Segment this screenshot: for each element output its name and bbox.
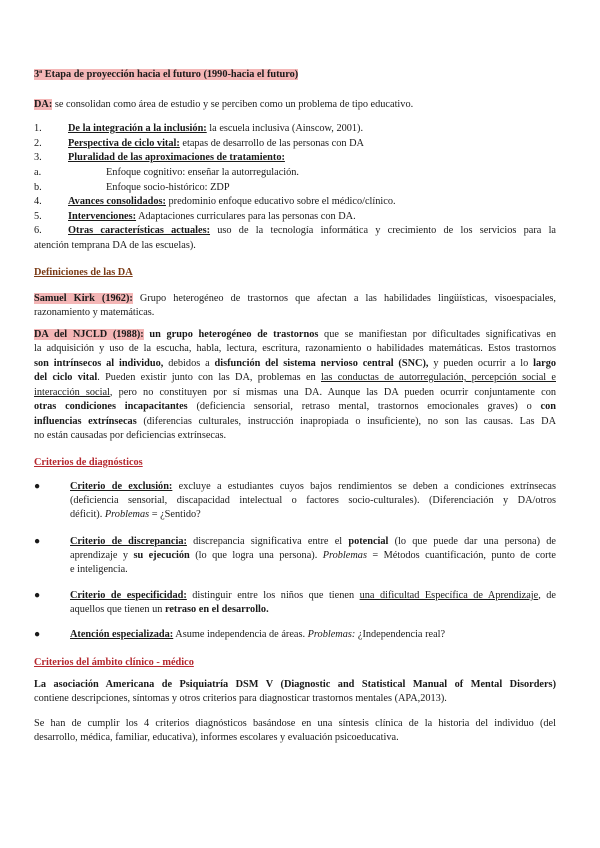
- njcld-line: influencias extrínsecas (diferencias culturales, instrucción inapropiada o insuficiente), no son las causas. Las DA: [34, 416, 557, 427]
- dsm-paragraph: La asociación Americana de Psiquiatría DSM V (Diagnostic and Statistical Manual of Mental Disorders): [34, 679, 556, 690]
- dsm-paragraph-cont: contiene descripciones, síntomas y otros criterios para diagnosticar trastornos mentales (APA,2013).: [34, 693, 447, 704]
- definitions-heading: Definiciones de las DA: [34, 267, 133, 278]
- criteria-heading: Criterios de diagnósticos: [34, 457, 143, 468]
- da-paragraph: DA: se consolidan como área de estudio y se perciben como un problema de tipo educativo.: [34, 99, 414, 110]
- njcld-definition: DA del NJCLD (1988): un grupo heterogéneo de trastornos que se manifiestan por dificultades significativas en: [34, 329, 557, 340]
- bullet-icon: ●: [34, 629, 41, 640]
- bullet-icon: ●: [34, 590, 41, 601]
- bullet-icon: ●: [34, 536, 41, 547]
- njcld-line: interacción social, pero no constituyen por sí mismas una DA. Aunque las DA pueden ocurrir conjuntamente con: [34, 387, 556, 398]
- njcld-line: otras condiciones incapacitantes (deficiencia sensorial, retraso mental, trastornos emocionales graves) o con: [34, 401, 556, 412]
- kirk-definition: Samuel Kirk (1962): Grupo heterogéneo de trastornos que afectan a las habilidades lingüísticas, visoespaciales,: [34, 293, 556, 304]
- criteria-paragraph-cont: desarrollo, médica, familiar, educativa), informes escolares y evaluación psicoeducativa.: [34, 732, 399, 743]
- njcld-line: del ciclo vital. Pueden existir junto con las DA, problemas en las conductas de autorregulación, percepción social e: [34, 372, 556, 383]
- njcld-line: no están causadas por deficiencias extrínsecas.: [34, 430, 227, 441]
- criterion-specificity: ● Criterio de especificidad: distinguir entre los niños que tienen una dificultad Específica de Aprendizaje, de aquellos que tienen un retraso en el desarrollo.: [34, 590, 556, 615]
- stage-heading: 3ª Etapa de proyección hacia el futuro (1990-hacia el futuro): [34, 69, 299, 80]
- criterion-discrepancy: ● Criterio de discrepancia: discrepancia significativa entre el potencial (lo que puede dar una persona) de aprendizaje y su ejecución (lo que logra una persona). Problemas = Métodos cuantificación, punto de corte e inteligencia.: [34, 536, 557, 575]
- clinical-heading: Criterios del ámbito clínico - médico: [34, 657, 194, 668]
- criteria-paragraph: Se han de cumplir los 4 criterios diagnósticos basándose en una síntesis clínica de la historia del individuo (del: [34, 718, 556, 729]
- kirk-definition-cont: razonamiento y matemáticas.: [34, 307, 155, 318]
- njcld-line: la adquisición y uso de la escucha, habla, lectura, escritura, razonamiento o habilidades matemáticas. Estos trastornos: [34, 343, 556, 354]
- njcld-line: son intrínsecos al individuo, debidos a disfunción del sistema nervioso central (SNC), y pueden ocurrir a lo largo: [34, 358, 557, 369]
- criterion-exclusion: ● Criterio de exclusión: excluye a estudiantes cuyos bajos rendimientos se deben a condiciones extrínsecas (deficiencia sensorial, discapacidad intelectual o factores socio-culturales). (Diferenciación y DA/otros déficit). Problemas = ¿Sentido?: [34, 481, 556, 520]
- bullet-icon: ●: [34, 481, 41, 492]
